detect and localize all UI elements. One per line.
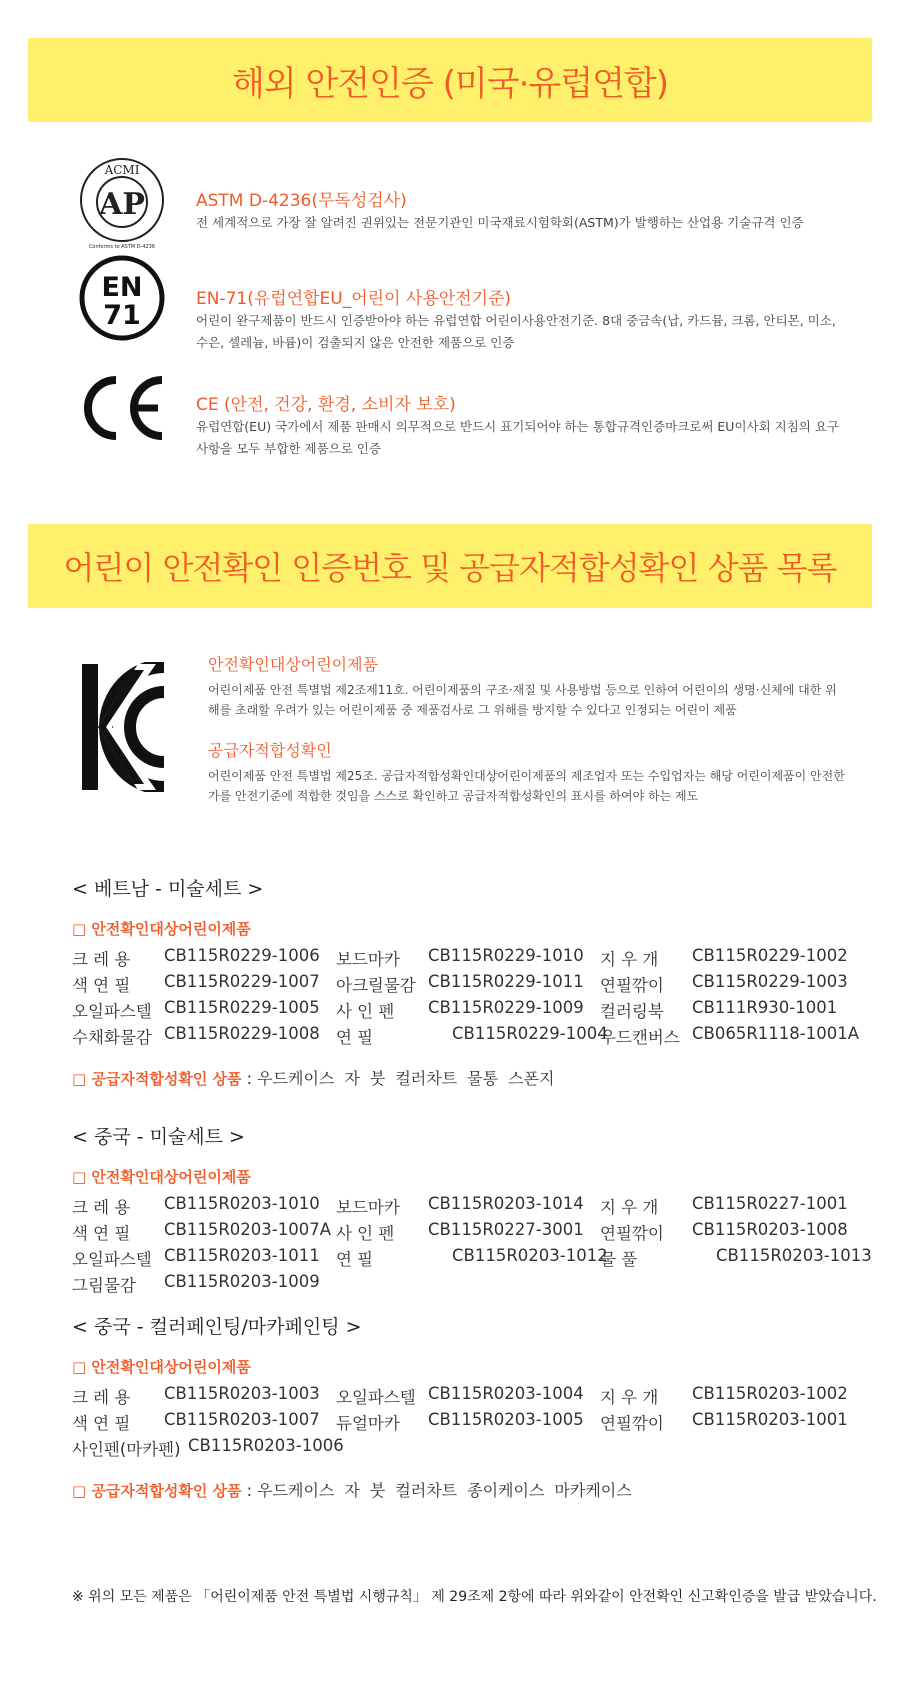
product-cell [72, 946, 320, 970]
certification-number: CB115R0227-3001 [428, 1220, 584, 1239]
product-name: 컬러링북 [600, 1002, 664, 1021]
product-cell [72, 998, 320, 1022]
product-name: 연필깎이 [600, 976, 664, 995]
product-cell [336, 1194, 584, 1218]
certification-number: CB115R0229-1003 [692, 972, 848, 991]
product-cell [72, 1410, 320, 1434]
supply-line-vietnam [72, 1066, 564, 1089]
certification-number: CB115R0203-1003 [164, 1384, 320, 1403]
product-name: 크 레 용 [72, 1198, 131, 1217]
product-name: 크 레 용 [72, 1388, 131, 1407]
supply-label: □ 공급자적합성확인 상품 [72, 1482, 242, 1500]
product-cell [336, 1246, 608, 1270]
supply-item: 우드케이스 [257, 1481, 335, 1500]
certification-number: CB115R0203-1002 [692, 1384, 848, 1403]
certification-number: CB115R0203-1013 [716, 1246, 872, 1265]
supply-line-china-painting [72, 1478, 642, 1501]
product-name: 지 우 개 [600, 950, 659, 969]
certification-number: CB115R0229-1008 [164, 1024, 320, 1043]
supply-item: 자 [344, 1481, 360, 1500]
supply-item: 물통 [467, 1069, 499, 1088]
banner-title: 어린이 안전확인 인증번호 및 공급자적합성확인 상품 목록 [63, 549, 837, 587]
banner-overseas-certification [28, 38, 872, 122]
section-heading-china-painting: < 중국 - 컬러페인팅/마카페인팅 > [72, 1316, 362, 1338]
product-cell [72, 972, 320, 996]
product-cell [600, 998, 838, 1022]
supply-separator: : [241, 1481, 258, 1500]
product-name: 오일파스텔 [72, 1250, 152, 1269]
svg-text:AP: AP [99, 187, 145, 222]
product-cell [600, 1220, 848, 1244]
cert-title: CE (안전, 건강, 환경, 소비자 보호) [196, 395, 456, 415]
supply-separator: : [241, 1069, 258, 1088]
certification-number: CB115R0203-1008 [692, 1220, 848, 1239]
product-name: 사 인 펜 [336, 1224, 395, 1243]
certification-number: CB115R0203-1014 [428, 1194, 584, 1213]
certification-number: CB115R0227-1001 [692, 1194, 848, 1213]
supply-item: 붓 [369, 1481, 386, 1500]
product-cell [72, 1272, 320, 1296]
footnote: ※ 위의 모든 제품은 「어린이제품 안전 특별법 시행규칙」 제 29조제 2항에 따라 위와같이 안전확인 신고확인증을 발급 받았습니다. [72, 1589, 877, 1605]
supply-item: 스폰지 [508, 1069, 555, 1088]
section-subhead: □ 안전확인대상어린이제품 [72, 1358, 251, 1376]
product-cell [600, 1410, 848, 1434]
product-name: 물 풀 [600, 1250, 638, 1269]
certification-number: CB111R930-1001 [692, 998, 838, 1017]
product-cell [600, 1024, 860, 1048]
supply-label: □ 공급자적합성확인 상품 [72, 1070, 242, 1088]
supply-item: 컬러차트 [395, 1069, 458, 1088]
product-name: 보드마카 [336, 1198, 400, 1217]
banner-title: 해외 안전인증 (미국·유럽연합) [231, 63, 669, 104]
certification-number: CB115R0203-1007A [164, 1220, 332, 1239]
certification-number: CB115R0229-1004 [452, 1024, 608, 1043]
certification-number: CB115R0229-1006 [164, 946, 320, 965]
supply-item: 붓 [369, 1069, 386, 1088]
product-name: 지 우 개 [600, 1388, 659, 1407]
kc-desc-safety: 어린이제품 안전 특별법 제2조제11호. 어린이제품의 구조·재질 및 사용방법 등으로 인하여 어린이의 생명·신체에 대한 위해를 초래할 우려가 있는 어린이제품 중 제품검사로 그 위해를 방지할 수 있다고 인정되는 어린이 제품 [208, 683, 837, 717]
certification-number: CB115R0203-1005 [428, 1410, 584, 1429]
product-name: 사인펜(마카펜) [72, 1440, 181, 1459]
supply-items [257, 1069, 564, 1088]
section-subhead: □ 안전확인대상어린이제품 [72, 920, 251, 938]
product-cell [72, 1194, 320, 1218]
product-name: 연 필 [336, 1250, 374, 1269]
product-cell [336, 1220, 584, 1244]
product-cell [336, 946, 584, 970]
supply-item: 마카케이스 [554, 1481, 632, 1500]
certification-number: CB115R0229-1009 [428, 998, 584, 1017]
banner-kc-list [28, 524, 872, 608]
cert-title: EN-71(유럽연합EU_어린이 사용안전기준) [196, 289, 512, 309]
certification-number: CB115R0203-1004 [428, 1384, 584, 1403]
product-name: 그림물감 [72, 1276, 136, 1295]
product-name: 듀얼마카 [336, 1414, 400, 1433]
product-name: 수채화물감 [72, 1028, 152, 1047]
product-cell [600, 1246, 872, 1270]
en71-logo-icon [78, 254, 168, 344]
svg-text:EN: EN [101, 272, 143, 303]
certification-number: CB115R0229-1002 [692, 946, 848, 965]
product-cell [72, 1436, 344, 1460]
product-name: 아크릴물감 [336, 976, 416, 995]
product-name: 오일파스텔 [72, 1002, 152, 1021]
acmi-ap-seal-icon [78, 156, 168, 250]
cert-description: 전 세계적으로 가장 잘 알려진 권위있는 전문기관인 미국재료시험학회(ASTM)가 발행하는 산업용 기술규격 인증 [196, 215, 804, 230]
product-cell [72, 1024, 320, 1048]
product-name: 사 인 펜 [336, 1002, 395, 1021]
certification-number: CB115R0203-1007 [164, 1410, 320, 1429]
kc-title-safety: 안전확인대상어린이제품 [208, 655, 379, 674]
section-heading-china-art: < 중국 - 미술세트 > [72, 1126, 245, 1148]
product-name: 지 우 개 [600, 1198, 659, 1217]
product-name: 오일파스텔 [336, 1388, 416, 1407]
svg-text:71: 71 [103, 300, 141, 331]
cert-title: ASTM D-4236(무독성검사) [196, 191, 407, 211]
product-cell [600, 972, 848, 996]
product-cell [72, 1246, 320, 1270]
product-name: 우드캔버스 [600, 1028, 680, 1047]
certification-number: CB115R0229-1010 [428, 946, 584, 965]
product-cell [336, 1024, 608, 1048]
cert-description: 유럽연합(EU) 국가에서 제품 판매시 의무적으로 반드시 표기되어야 하는 통합규격인증마크로써 EU이사회 지침의 요구사항을 모두 부합한 제품으로 인증 [196, 419, 840, 456]
product-name: 색 연 필 [72, 976, 131, 995]
product-name: 연필깎이 [600, 1224, 664, 1243]
section-subhead: □ 안전확인대상어린이제품 [72, 1168, 251, 1186]
product-cell [336, 998, 584, 1022]
certification-number: CB115R0203-1010 [164, 1194, 320, 1213]
product-name: 연필깎이 [600, 1414, 664, 1433]
certification-number: CB115R0229-1005 [164, 998, 320, 1017]
supply-item: 자 [344, 1069, 360, 1088]
section-heading-vietnam: < 베트남 - 미술세트 > [72, 878, 264, 900]
ce-mark-icon [78, 368, 168, 458]
certification-number: CB115R0203-1001 [692, 1410, 848, 1429]
cert-description: 어린이 완구제품이 반드시 인증받아야 하는 유럽연합 어린이사용안전기준. 8대 중금속(납, 카드뮴, 크롬, 안티몬, 미소, 수은, 셀레늄, 바륨)이 검출되지 않은 안전한 제품으로 인증 [196, 313, 836, 350]
certification-number: CB115R0203-1012 [452, 1246, 608, 1265]
certification-number: CB115R0203-1009 [164, 1272, 320, 1291]
product-cell [72, 1384, 320, 1408]
supply-items [257, 1481, 642, 1500]
product-name: 색 연 필 [72, 1224, 131, 1243]
kc-desc-supplier: 어린이제품 안전 특별법 제25조. 공급자적합성확인대상어린이제품의 제조업자 또는 수입업자는 해당 어린이제품이 안전한가를 안전기준에 적합한 것임을 스스로 확인하고 공급자적합성확인의 표시를 하여야 하는 제도 [208, 769, 845, 803]
kc-title-supplier: 공급자적합성확인 [208, 741, 332, 760]
product-cell [336, 1384, 584, 1408]
product-name: 색 연 필 [72, 1414, 131, 1433]
product-name: 보드마카 [336, 950, 400, 969]
product-cell [600, 1194, 848, 1218]
kc-mark-icon [78, 662, 168, 792]
certification-number: CB115R0203-1011 [164, 1246, 320, 1265]
product-cell [600, 1384, 848, 1408]
certification-number: CB115R0203-1006 [188, 1436, 344, 1455]
certification-number: CB065R1118-1001A [692, 1024, 860, 1043]
product-cell [336, 972, 584, 996]
supply-item: 컬러차트 [395, 1481, 458, 1500]
product-cell [336, 1410, 584, 1434]
certification-number: CB115R0229-1007 [164, 972, 320, 991]
svg-text:ACMI: ACMI [104, 163, 140, 177]
product-cell [600, 946, 848, 970]
product-cell [72, 1220, 332, 1244]
certification-number: CB115R0229-1011 [428, 972, 584, 991]
product-name: 크 레 용 [72, 950, 131, 969]
supply-item: 종이케이스 [467, 1481, 545, 1500]
product-name: 연 필 [336, 1028, 374, 1047]
supply-item: 우드케이스 [257, 1069, 335, 1088]
svg-text:Conforms to ASTM D-4236: Conforms to ASTM D-4236 [88, 244, 156, 250]
